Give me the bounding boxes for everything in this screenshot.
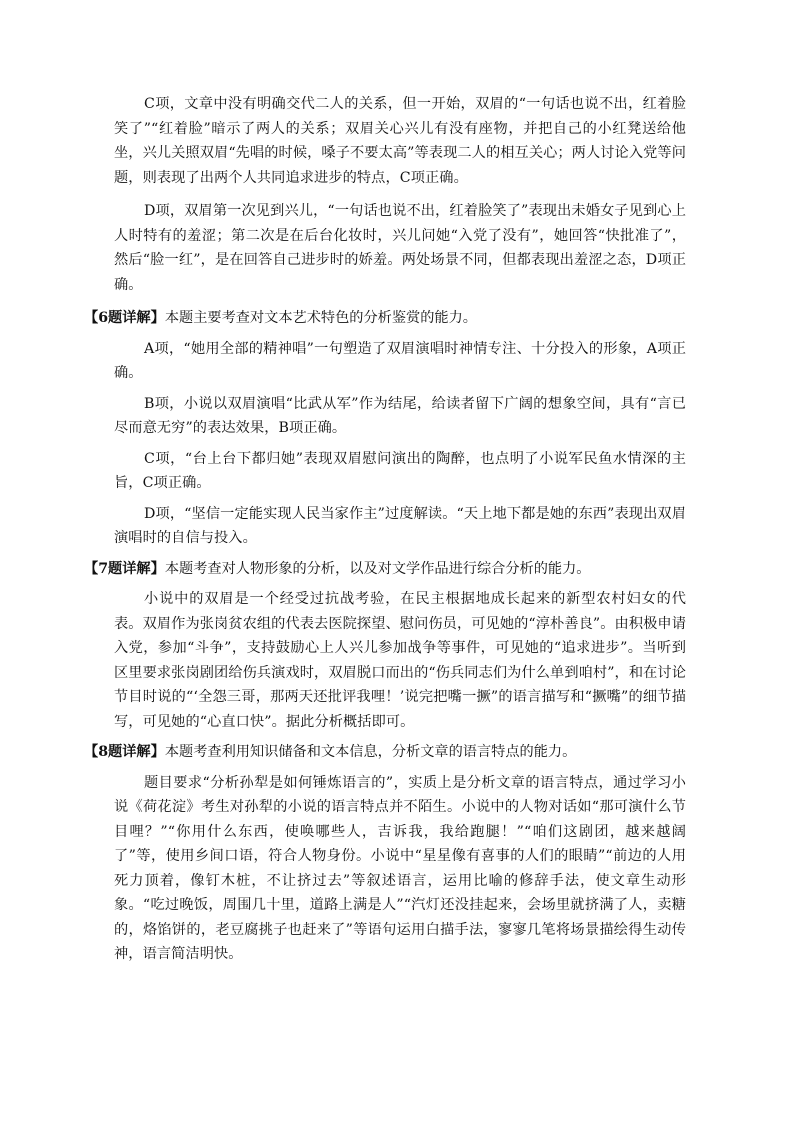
section-heading-q6 bbox=[84, 306, 686, 331]
paragraph-option-d-shyness: D项，双眉第一次见到兴儿，“一句话也说不出，红着脸笑了”表现出未婚女子见到心上人时特有的羞涩；第二次是在后台化妆时，兴儿问她“入党了没有”，她回答“快批准了”，然后“脸一红”，是在回答自己进步时的娇羞。两处场景不同，但都表现出羞涩之态，D项正确。 bbox=[114, 203, 686, 293]
paragraph-q6-option-d: D项，“坚信一定能实现人民当家作主”过度解读。“天上地下都是她的东西”表现出双眉演唱时的自信与投入。 bbox=[114, 505, 686, 546]
section-heading-q7 bbox=[84, 557, 686, 582]
heading-text: 本题考查利用知识储备和文本信息，分析文章的语言特点的能力。 bbox=[164, 744, 577, 760]
paragraph-q6-option-a: A项，“她用全部的精神唱”一句塑造了双眉演唱时神情专注、十分投入的形象，A项正确。 bbox=[114, 340, 686, 381]
paragraph-q8-analysis: 题目要求“分析孙犁是如何锤炼语言的”，实质上是分析文章的语言特点，通过学习小说《荷花淀》考生对孙犁的小说的语言特点并不陌生。小说中的人物对话如“那可演什么节目哩？”“你用什么东西，使唤哪些人，吉诉我，我给跑腿！”“咱们这剧团，越来越阔了”等，使用乡间口语，符合人物身份。小说中“星星像有喜事的人们的眼睛”“前边的人用死力顶着，像钉木桩，不让挤过去”等叙述语言，运用比喻的修辞手法，使文章生动形象。“吃过晚饭，周围几十里，道路上满是人”“汽灯还没挂起来，会场里就挤满了人，卖糖的，烙馅饼的，老豆腐挑子也赶来了”等语句运用白描手法，寥寥几笔将场景描绘得生动传神，语言简洁明快。 bbox=[114, 774, 686, 962]
paragraph-q6-option-b: B项，小说以双眉演唱“比武从军”作为结尾，给读者留下广阔的想象空间，具有“言已尽而意无穷”的表达效果，B项正确。 bbox=[114, 395, 686, 436]
paragraph-q7-analysis: 小说中的双眉是一个经受过抗战考验，在民主根据地成长起来的新型农村妇女的代表。双眉作为张岗贫农组的代表去医院探望、慰问伤员，可见她的“淳朴善良”。由积极申请入党，参加“斗争”，支持鼓励心上人兴儿参加战争等事件，可见她的“追求进步”。当听到区里要求张岗剧团给伤兵演戏时，双眉脱口而出的“伤兵同志们为什么单到咱村”，和在讨论节目时说的“‘全怨三哥，那两天还批评我哩！’说完把嘴一撅”的语言描写和“撅嘴”的细节描写，可见她的“心直口快”。据此分析概括即可。 bbox=[114, 591, 686, 730]
heading-tag: 【6题详解】 bbox=[84, 310, 165, 326]
heading-tag: 【8题详解】 bbox=[84, 744, 165, 760]
heading-text: 本题主要考查对文本艺术特色的分析鉴赏的能力。 bbox=[164, 310, 477, 326]
paragraph-option-c-relationship: C项，文章中没有明确交代二人的关系，但一开始，双眉的“一句话也说不出，红着脸笑了”“红着脸”暗示了两人的关系；双眉关心兴儿有没有座物，并把自己的小红凳送给他坐，兴儿关照双眉“先唱的时候，嗓子不要太高”等表现二人的相互关心；两人讨论入党等问题，则表现了出两个人共同追求进步的特点，C项正确。 bbox=[114, 96, 686, 186]
paragraph-q6-option-c: C项，“台上台下都归她”表现双眉慰问演出的陶醉，也点明了小说军民鱼水情深的主旨，C项正确。 bbox=[114, 450, 686, 491]
heading-text: 本题考查对人物形象的分析，以及对文学作品进行综合分析的能力。 bbox=[164, 560, 591, 577]
section-heading-q8 bbox=[84, 740, 686, 765]
document-page bbox=[84, 92, 686, 973]
heading-tag: 【7题详解】 bbox=[84, 560, 165, 577]
